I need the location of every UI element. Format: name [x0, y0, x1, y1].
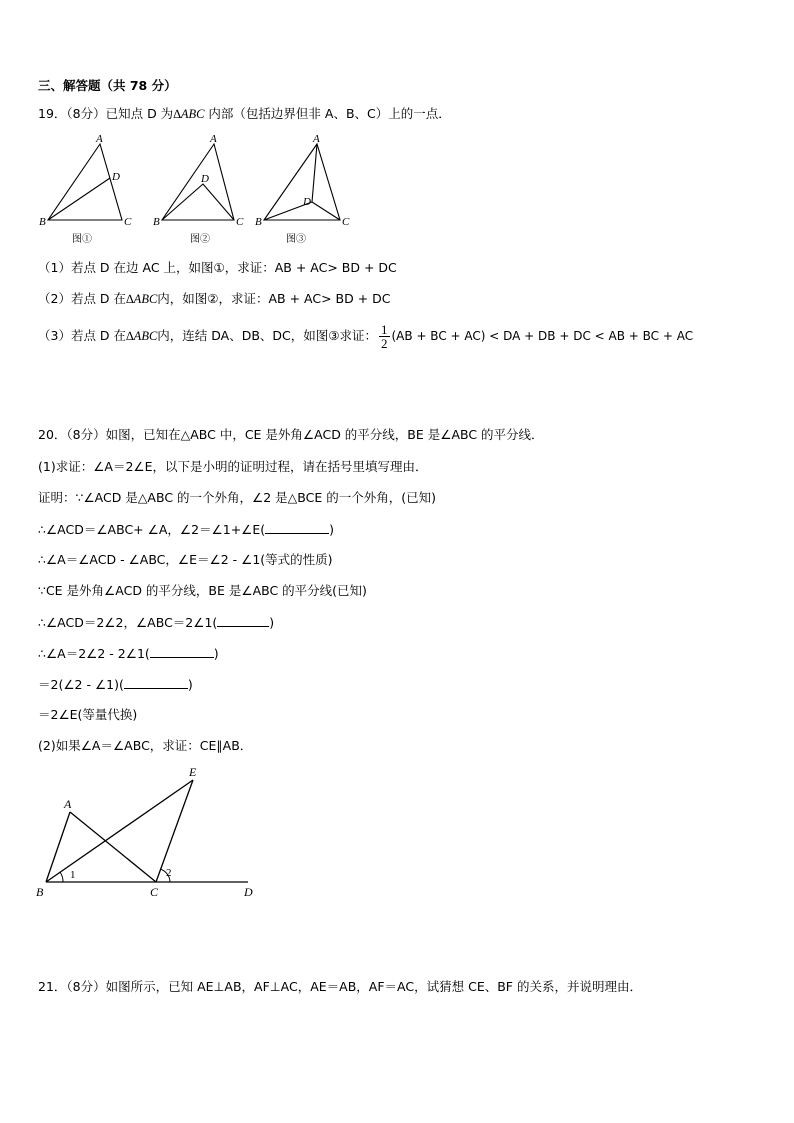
q19-figures	[30, 132, 360, 248]
q20-proof-line-2	[38, 521, 334, 538]
q20-proof-line-3: ∴∠A＝∠ACD - ∠ABC，∠E＝∠2 - ∠1(等式的性质)	[38, 552, 333, 567]
reason-blank-2[interactable]	[217, 614, 269, 627]
q19-part3-a: （3）若点 D 在	[38, 328, 127, 343]
q20-figure	[30, 764, 270, 904]
fig2-label-c: C	[236, 216, 244, 228]
q19-part2-a: （2）若点 D 在	[38, 291, 127, 306]
fig3-triangle	[264, 144, 340, 220]
fraction-numerator: 1	[381, 322, 388, 337]
q20-l5-close: )	[269, 615, 275, 630]
q20-l6-text: ∴∠A＝2∠2 - 2∠1(	[38, 646, 150, 661]
fig1-label-a: A	[96, 133, 103, 145]
q20-part2: (2)如果∠A＝∠ABC，求证：CE∥AB．	[38, 738, 253, 753]
fig3-label-a: A	[313, 133, 320, 145]
label-e: E	[189, 765, 197, 779]
segment-ba	[46, 812, 70, 882]
fig3-label-c: C	[342, 216, 350, 228]
reason-blank-1[interactable]	[265, 521, 329, 534]
q19-part3-b: 内，连结 DA、DB、DC，如图③求证：	[157, 328, 377, 343]
q19-stem	[38, 106, 451, 122]
segment-ce	[156, 780, 193, 882]
fig3-segment-ad	[312, 144, 317, 202]
fig2-label-a: A	[210, 133, 217, 145]
q19-part3-triangle: ∆ABC	[126, 329, 158, 343]
q20-l7-close: )	[187, 677, 193, 692]
q20-l5-text: ∴∠ACD＝2∠2，∠ABC＝2∠1(	[38, 615, 218, 630]
fig3-caption: 图③	[286, 234, 306, 245]
q20-l2-text: ∴∠ACD＝∠ABC+ ∠A，∠2＝∠1+∠E(	[38, 522, 266, 537]
angle-1-arc	[60, 872, 63, 882]
reason-blank-4[interactable]	[124, 676, 188, 689]
q20-proof-line-4: ∵CE 是外角∠ACD 的平分线，BE 是∠ABC 的平分线(已知)	[38, 583, 367, 598]
label-b: B	[36, 885, 44, 899]
fraction-denominator: 2	[381, 336, 388, 351]
label-c: C	[150, 885, 159, 899]
label-angle-1: 1	[70, 869, 76, 881]
q20-l7-text: ＝2(∠2 - ∠1)(	[38, 677, 124, 692]
q20-stem: 20．（8分）如图，已知在△ABC 中，CE 是外角∠ACD 的平分线，BE 是∠ABC 的平分线．	[38, 427, 544, 442]
q19-stem-b: 内部（包括边界但非 A、B、C）上的一点．	[204, 106, 451, 121]
q19-part3	[38, 319, 693, 353]
q20-proof-line-1: 证明：∵∠ACD 是△ABC 的一个外角，∠2 是△BCE 的一个外角，(已知)	[38, 490, 436, 505]
q19-part3-fraction	[379, 323, 390, 350]
fig2-label-b: B	[153, 216, 160, 228]
fig1-label-d: D	[112, 171, 120, 183]
section-title: 三、解答题（共 78 分）	[38, 78, 177, 93]
reason-blank-3[interactable]	[150, 645, 214, 658]
fig2-path-bdc	[162, 184, 234, 220]
fig1-triangle	[48, 144, 122, 220]
q20-proof-line-5	[38, 614, 274, 631]
q20-proof-line-8: ＝2∠E(等量代换)	[38, 707, 138, 722]
fig3-path-bdc	[264, 202, 340, 220]
q19-part2	[38, 291, 391, 307]
fig3-label-d: D	[303, 196, 311, 208]
fig3-label-b: B	[255, 216, 262, 228]
q20-l6-close: )	[213, 646, 219, 661]
fig1-label-c: C	[124, 216, 132, 228]
segment-ac	[70, 812, 156, 882]
q20-proof-line-6	[38, 645, 219, 662]
q20-proof-line-7	[38, 676, 193, 693]
label-angle-2: 2	[166, 867, 172, 879]
q20-part1: (1)求证：∠A＝2∠E，以下是小明的证明过程，请在括号里填写理由．	[38, 459, 428, 474]
fig2-triangle	[162, 144, 234, 220]
fig1-caption: 图①	[72, 234, 92, 245]
fig1-segment-bd	[48, 178, 110, 220]
q19-part2-triangle: ∆ABC	[126, 292, 158, 306]
q20-l2-close: )	[329, 522, 335, 537]
q21-stem: 21．（8分）如图所示，已知 AE⊥AB，AF⊥AC，AE＝AB，AF＝AC，试猜想 CE、BF 的关系，并说明理由．	[38, 979, 642, 994]
label-d: D	[244, 885, 253, 899]
fig2-label-d: D	[201, 173, 209, 185]
q19-stem-triangle: ∆ABC	[173, 107, 205, 121]
label-a: A	[64, 797, 72, 811]
q19-part3-c: (AB + BC + AC) < DA + DB + DC < AB + BC + AC	[391, 329, 694, 343]
fig1-label-b: B	[39, 216, 46, 228]
q19-part1: （1）若点 D 在边 AC 上，如图①，求证：AB + AC> BD + DC	[38, 260, 397, 275]
q19-part2-b: 内，如图②，求证：AB + AC> BD + DC	[157, 291, 391, 306]
fig2-caption: 图②	[190, 234, 210, 245]
q19-stem-a: 19．（8分）已知点 D 为	[38, 106, 174, 121]
